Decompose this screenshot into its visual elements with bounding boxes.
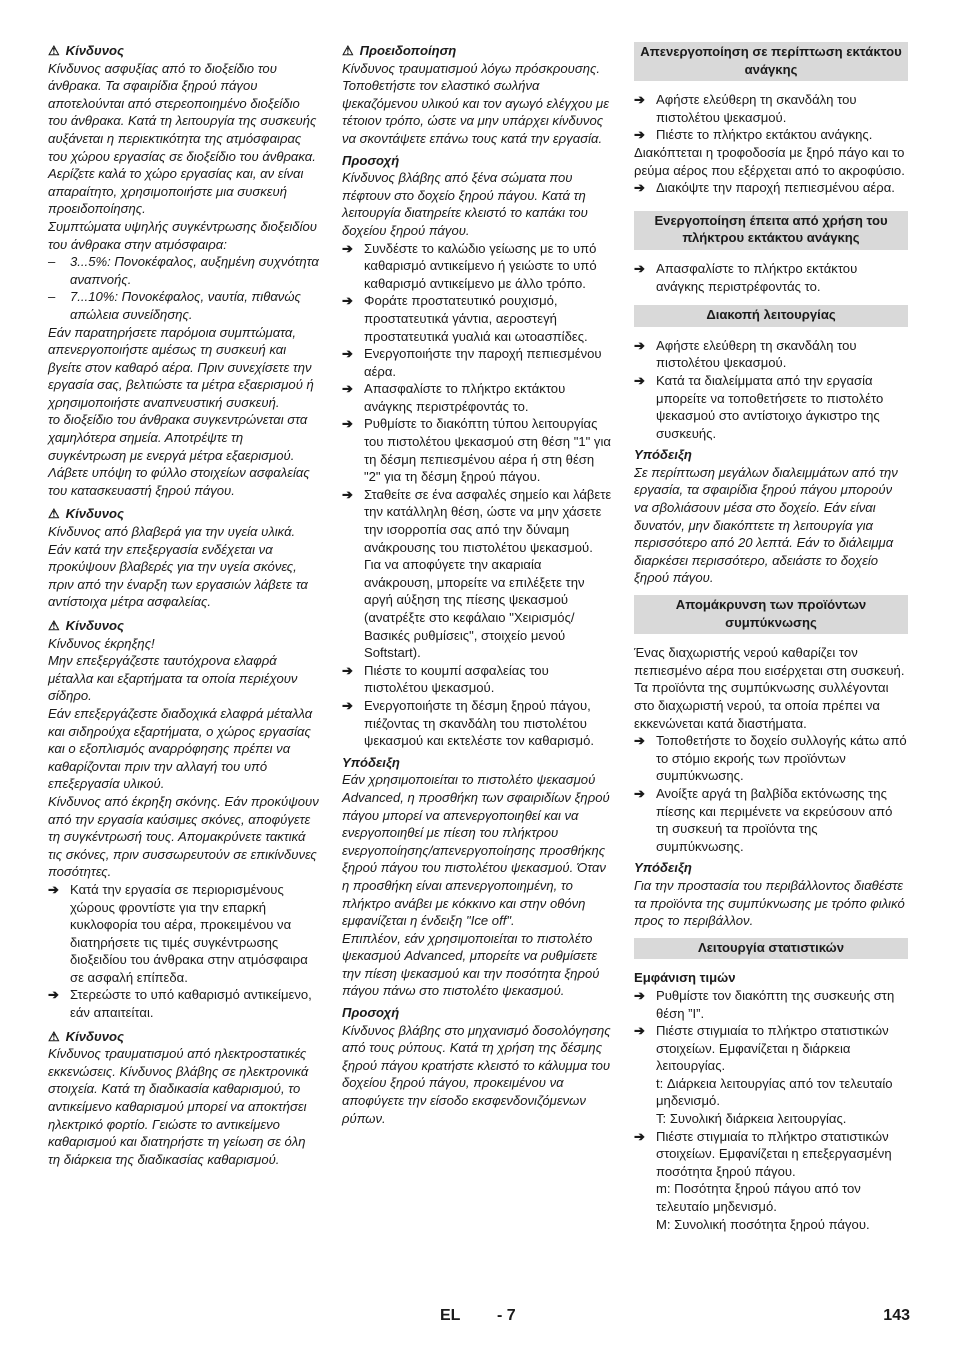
danger-label: Κίνδυνος	[65, 43, 125, 58]
danger-text: Κίνδυνος ασφυξίας από το διοξείδιο του άνθρακα. Τα σφαιρίδια ξηρού πάγου αποτελούνται από στερεοποιημένο διοξείδιο του άνθρακα. Κατά τη λειτουργία της συσκευής αυξάνεται η περιεκτικότητα της ατμόσφαιρας του χώρου εργασίας σε διοξείδιο του άνθρακα. Αερίζετε καλά το χώρο εργασίας και, αν είναι απαραίτητο, χρησιμοποιήστε μια συσκευή προειδοποίησης.	[48, 60, 317, 217]
warning-triangle-icon: ⚠	[48, 506, 60, 522]
danger-text: Κίνδυνος από βλαβερά για την υγεία υλικά. Εάν κατά την επεξεργασία ενδέχεται να προκύψουν βλαβερές για την υγεία σκόνες, πριν από την έναρξη των εργασιών λάβετε τα αντίστοιχα μέτρα ασφαλείας.	[48, 524, 308, 610]
page-number: 143	[883, 1307, 910, 1324]
section-heading: Απομάκρυνση των προϊόντων συμπύκνωσης	[634, 595, 908, 634]
caution-text: Κίνδυνος βλάβης στο μηχανισμό δοσολόγησης από τους ρύπους. Κατά τη χρήση της δέσμης ξηρού πάγου κρατήστε κλειστό το κάλυμμα του δοχείου ξηρού πάγου, προκειμένου να αποφύγετε την είσοδο εκσφενδονιζόμενων ρύπων.	[342, 1022, 611, 1126]
instruction-step: ➔ Σταθείτε σε ένα ασφαλές σημείο και λάβετε την κατάλληλη θέση, ώστε να μην χάσετε την ισορροπία σας από την δύναμη ανάκρουσης του πιστολέτου ψεκασμού.	[342, 486, 612, 555]
arrow-icon: ➔	[634, 733, 645, 749]
subheading: Εμφάνιση τιμών	[634, 970, 736, 986]
danger-text: Κίνδυνος από έκρηξη σκόνης. Εάν προκύψουν από την εργασία καύσιμες σκόνες, αποφύγετε τη συγκέντρωσή τους. Απομακρύνετε τακτικά τις σκόνες, πριν συσσωρευτούν σε επικίνδυνες ποσότητες.	[48, 793, 319, 880]
arrow-icon: ➔	[634, 92, 645, 108]
danger-heading: ⚠ Κίνδυνος	[48, 618, 125, 633]
instruction-step: ➔ Ρυθμίστε το διακόπτη τύπου λειτουργίας του πιστολέτου ψεκασμού στη θέση "1" για τη δέσμη πεπιεσμένου αέρα ή στη θέση "2" για τη δέσμη ξηρού πάγου.	[342, 416, 611, 485]
hint-text: Επιπλέον, εάν χρησιμοποιείται το πιστολέτο ψεκασμού Advanced, μπορείτε να ρυθμίσετε την πίεση ψεκασμού και την ποσότητα ξηρού πάγου πάνω στο πιστολέτο ψεκασμού.	[342, 930, 600, 999]
danger-text: το διοξείδιο του άνθρακα συγκεντρώνεται στα χαμηλότερα σημεία. Αποτρέψτε τη συγκέντρωση με ενεργά μέτρα εξαερισμού. Λάβετε υπόψη το φύλλο στοιχείων ασφαλείας του κατασκευαστή ξηρού πάγου.	[48, 412, 310, 498]
arrow-icon: ➔	[634, 785, 645, 801]
warning-triangle-icon: ⚠	[342, 43, 354, 58]
section-heading: Ενεργοποίηση έπειτα από χρήση του πλήκτρου εκτάκτου ανάγκης	[634, 211, 908, 250]
danger-heading: ⚠ Κίνδυνος	[48, 506, 125, 522]
instruction-step: ➔ Κατά τα διαλείμματα από την εργασία μπορείτε να τοποθετήσετε το πιστολέτο ψεκασμού στο αντίστοιχο άγκιστρο της συσκευής.	[634, 372, 884, 441]
caution-text: Κίνδυνος βλάβης από ξένα σώματα που πέφτουν στο δοχείο ξηρού πάγου. Κατά τη λειτουργία διατηρείτε κλειστό το καπάκι του δοχείου ξηρού πάγου.	[342, 170, 588, 238]
arrow-icon: ➔	[342, 697, 353, 713]
hint-text: Για την προστασία του περιβάλλοντος διαθέστε τα προϊόντα της συμπύκνωσης με τρόπο φιλικό προς το περιβάλλον.	[634, 877, 905, 929]
danger-text: Κίνδυνος τραυματισμού από ηλεκτροστατικές εκκενώσεις. Κίνδυνος βλάβης σε ηλεκτρονικά στοιχεία. Κατά τη διαδικασία καθαρισμού, το αντικείμενο καθαρισμού μπορεί να αποκτήσει ηλεκτρικό φορτίο. Γειώστε το αντικείμενο καθαρισμού και διατηρήστε τη γείωση σε όλη τη διάρκεια της διαδικασίας καθαρισμού.	[48, 1046, 309, 1167]
danger-heading: ⚠ Κίνδυνος	[48, 1028, 125, 1044]
column-middle	[342, 42, 614, 1127]
warning-text: Κίνδυνος τραυματισμού λόγω πρόσκρουσης.	[342, 60, 601, 76]
body-text: Ένας διαχωριστής νερού καθαρίζει τον πεπιεσμένο αέρα που εισέρχεται στη συσκευή. Τα προϊόντα της συμπύκνωσης συλλέγονται στο διαχωριστή νερού, τα οποία πρέπει να εκκενώνεται κατά διαστήματα.	[634, 645, 905, 731]
section-heading: Διακοπή λειτουργίας	[634, 305, 908, 327]
hint-heading: Υπόδειξη	[634, 860, 692, 876]
instruction-step: ➔ Φοράτε προστατευτικό ρουχισμό, προστατευτικά γάντια, αεροστεγή προστατευτικά γυαλιά και ωτοασπίδες.	[342, 293, 588, 344]
hint-heading: Υπόδειξη	[634, 447, 692, 463]
warning-triangle-icon: ⚠	[48, 1028, 60, 1044]
arrow-icon: ➔	[634, 180, 645, 196]
instruction-step: ➔ Πιέστε στιγμιαία το πλήκτρο στατιστικών στοιχείων. Εμφανίζεται η διάρκεια λειτουργίας.	[634, 1023, 889, 1074]
instruction-step: ➔ Συνδέστε το καλώδιο γείωσης με το υπό καθαρισμό αντικείμενο ή γειώστε το υπό καθαρισμό αντικείμενο με άλλο τρόπο.	[342, 240, 597, 291]
arrow-icon: ➔	[342, 416, 353, 432]
step-note: Για να αποφύγετε την ακαριαία ανάκρουση, μπορείτε να επιλέξετε την αργή αύξηση της πίεσης ψεκασμού (ανατρέξτε στο κεφάλαιο "Χειρισμός/Βασικές ρυθμίσεις", στοιχείο μενού Softstart).	[364, 557, 585, 661]
step-note: T: Συνολική διάρκεια λειτουργίας.	[656, 1111, 847, 1127]
section-heading: Λειτουργία στατιστικών	[634, 938, 908, 960]
instruction-step: ➔ Απασφαλίστε το πλήκτρο εκτάκτου ανάγκης περιστρέφοντάς το.	[342, 381, 566, 414]
caution-heading: Προσοχή	[342, 1005, 400, 1021]
instruction-step: ➔ Διακόψτε την παροχή πεπιεσμένου αέρα.	[634, 180, 895, 196]
arrow-icon: ➔	[634, 260, 645, 276]
arrow-icon: ➔	[634, 127, 645, 143]
arrow-icon: ➔	[48, 881, 59, 897]
language-code: EL	[440, 1307, 461, 1324]
arrow-icon: ➔	[634, 1128, 645, 1144]
body-text: Διακόπτεται η τροφοδοσία με ξηρό πάγο και το ρεύμα αέρος που εξέρχεται από το ακροφύσιο.	[634, 144, 905, 178]
arrow-icon: ➔	[342, 486, 353, 502]
arrow-icon: ➔	[634, 1023, 645, 1039]
warning-triangle-icon: ⚠	[48, 43, 60, 58]
hint-text: Εάν χρησιμοποιείται το πιστολέτο ψεκασμού Advanced, η προσθήκη των σφαιριδίων ξηρού πάγου μπορεί να απενεργοποιηθεί και να ενεργοποιηθεί με πίεση του πλήκτρου ενεργοποίησης/απενεργοποίησης προσθήκης ξηρού πάγου του πιστολέτου ψεκασμού. Όταν η προσθήκη είναι απενεργοποιημένη, το πλήκτρο ανάβει με κόκκινο και στην οθόνη εμφανίζεται η ένδειξη "Ice off".	[342, 772, 610, 929]
instruction-step: ➔ Ενεργοποιήστε την παροχή πεπιεσμένου αέρα.	[342, 346, 602, 379]
arrow-icon: ➔	[342, 293, 353, 309]
arrow-icon: ➔	[634, 372, 645, 388]
danger-text: Συμπτώματα υψηλής συγκέντρωσης διοξειδίου του άνθρακα στην ατμόσφαιρα:	[48, 218, 317, 252]
arrow-icon: ➔	[634, 337, 645, 353]
instruction-step: ➔ Ενεργοποιήστε τη δέσμη ξηρού πάγου, πιέζοντας τη σκανδάλη του πιστολέτου ψεκασμού και εκτελέστε τον καθαρισμό.	[342, 697, 595, 749]
arrow-icon: ➔	[342, 662, 353, 678]
instruction-step: ➔ Αφήστε ελεύθερη τη σκανδάλη του πιστολέτου ψεκασμού.	[634, 337, 857, 371]
step-note: M: Συνολική ποσότητα ξηρού πάγου.	[656, 1216, 870, 1232]
arrow-icon: ➔	[634, 987, 645, 1003]
instruction-step: ➔ Ανοίξτε αργά τη βαλβίδα εκτόνωσης της πίεσης και περιμένετε να εκρεύσουν από τη συσκευή τα προϊόντα της συμπύκνωσης.	[634, 785, 893, 854]
instruction-step: ➔ Κατά την εργασία σε περιορισμένους χώρους φροντίστε για την επαρκή κυκλοφορία του αέρα, προκειμένου να διατηρήσετε τις τιμές συγκέντρωσης διοξειδίου του άνθρακα στην ατμόσφαιρα σε ασφαλή επίπεδα.	[48, 881, 308, 985]
arrow-icon: ➔	[342, 240, 353, 256]
caution-heading: Προσοχή	[342, 152, 400, 168]
instruction-step: ➔ Στερεώστε το υπό καθαρισμό αντικείμενο, εάν απαιτείται.	[48, 987, 312, 1021]
instruction-step: ➔ Πιέστε το κουμπί ασφαλείας του πιστολέτου ψεκασμού.	[342, 662, 549, 696]
arrow-icon: ➔	[48, 987, 59, 1003]
danger-text: Εάν επεξεργάζεστε διαδοχικά ελαφρά μέταλλα και σιδηρούχα εξαρτήματα, ο χώρος εργασίας και ο εξοπλισμός αναρρόφησης πρέπει να καθαρίζονται πριν την αλλαγή του υπό επεξεργασία υλικού.	[48, 705, 313, 792]
arrow-icon: ➔	[342, 381, 353, 397]
danger-text: Κίνδυνος έκρηξης!	[48, 635, 155, 651]
instruction-step: ➔ Πιέστε στιγμιαία το πλήκτρο στατιστικών στοιχείων. Εμφανίζεται η επεξεργασμένη ποσότητα ξηρού πάγου.	[634, 1128, 892, 1179]
column-right	[634, 42, 908, 1233]
instruction-step: ➔ Ρυθμίστε τον διακόπτη της συσκευής στη θέση ”I”.	[634, 987, 895, 1021]
instruction-step: ➔ Αφήστε ελεύθερη τη σκανδάλη του πιστολέτου ψεκασμού.	[634, 92, 857, 125]
instruction-step: ➔ Τοποθετήστε το δοχείο συλλογής κάτω από το στόμιο εκροής των προϊόντων συμπύκνωσης.	[634, 733, 907, 784]
step-note: m: Ποσότητα ξηρού πάγου από τον τελευταίο μηδενισμό.	[656, 1181, 861, 1215]
warning-heading: ⚠ Προειδοποίηση	[342, 43, 457, 58]
warning-text: Τοποθετήστε τον ελαστικό σωλήνα ψεκαζόμενου υλικού και τον αγωγό ελέγχου με τέτοιον τρόπο, ώστε να μην υπάρχει κίνδυνος να σκοντάψετε επάνω τους κατά την εργασία.	[342, 78, 609, 146]
step-note: t: Διάρκεια λειτουργίας από τον τελευταίο μηδενισμό.	[656, 1075, 893, 1109]
column-left	[48, 42, 320, 1168]
section-heading: Απενεργοποίηση σε περίπτωση εκτάκτου ανάγκης	[634, 42, 908, 81]
instruction-step: ➔ Πιέστε το πλήκτρο εκτάκτου ανάγκης.	[634, 127, 873, 143]
instruction-step: ➔ Απασφαλίστε το πλήκτρο εκτάκτου ανάγκης περιστρέφοντάς το.	[634, 260, 858, 294]
section-page-number: - 7	[497, 1307, 516, 1324]
warning-triangle-icon: ⚠	[48, 618, 60, 633]
page-footer	[0, 1307, 954, 1329]
list-item: – 7...10%: Πονοκέφαλος, ναυτία, πιθανώς απώλεια συνείδησης.	[48, 289, 301, 322]
hint-text: Σε περίπτωση μεγάλων διαλειμμάτων από την εργασία, τα σφαιρίδια ξηρού πάγου μπορούν να σβολιάσουν μέσα στο δοχείο. Εάν είναι δυνατόν, μην διακόπτετε τη λειτουργία για περισσότερο από 20 λεπτά. Εάν το διάλειμμα διαρκέσει περισσότερο, αδειάστε το δοχείο ξηρού πάγου.	[634, 464, 898, 586]
danger-heading	[48, 42, 320, 60]
danger-text: Εάν παρατηρήσετε παρόμοια συμπτώματα, απενεργοποιήστε αμέσως τη συσκευή και βγείτε στον καθαρό αέρα. Πριν συνεχίσετε την εργασία σας, βελτιώστε τα μέτρα εξαερισμού ή χρησιμοποιήστε αναπνευστική συσκευή.	[48, 324, 314, 410]
arrow-icon: ➔	[342, 346, 353, 362]
list-item: – 3...5%: Πονοκέφαλος, αυξημένη συχνότητα αναπνοής.	[48, 254, 319, 287]
danger-text: Μην επεξεργάζεστε ταυτόχρονα ελαφρά μέταλλα και εξαρτήματα τα οποία περιέχουν σίδηρο.	[48, 653, 298, 704]
hint-heading: Υπόδειξη	[342, 754, 400, 770]
